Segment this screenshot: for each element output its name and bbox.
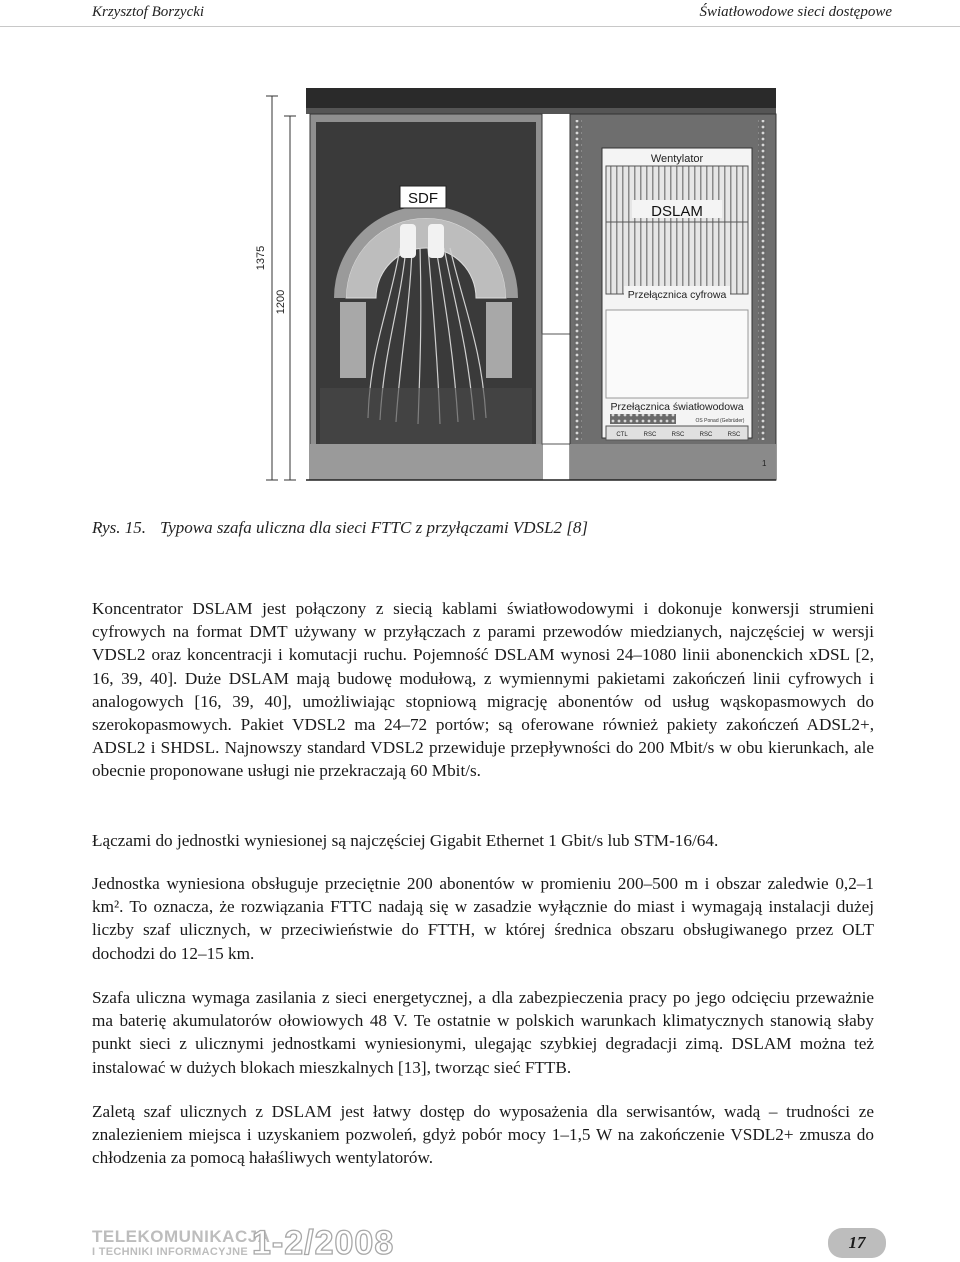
- dimension-lines: [266, 96, 296, 480]
- port-label: RSC: [671, 432, 685, 438]
- paragraph: Szafa uliczna wymaga zasilania z sieci energetycznej, a dla zabezpieczenia pracy po jego odcięciu przeważnie ma baterię akumulatorów ołowiowych 48 V. Te ostatnie w polskich warunkach klimatycznych stanowią słaby punkt sieci z ulicznymi jednostkami wyniesionymi, ulegając szybkiej degradacji zimą. DSLAM można też instalować w dużych blokach mieszkalnych [13], tworząc sieć FTTB.: [92, 988, 874, 1077]
- port-label: RSC: [727, 432, 741, 438]
- dimension-inner: 1200: [275, 289, 287, 315]
- paragraph: Łączami do jednostki wyniesionej są najczęściej Gigabit Ethernet 1 Gbit/s lub STM-16/64.: [92, 831, 719, 850]
- sentence: To oznacza, że rozwiązania FTTC nadają się w zasadzie wyłącznie do miast i wymagają instalacji dużej liczby szaf ulicznych, w przeciwieństwie do FTTH, w której średnica obszaru obsługiwanego przez OLT dochodzi do 12–15 km.: [92, 897, 874, 963]
- digital-switch-label: Przełącznica cyfrowa: [627, 289, 727, 301]
- fiber-small-label: OS Ponad (Gebrüder): [695, 418, 745, 424]
- caption-number: Rys. 15.: [92, 518, 146, 537]
- sdf-label: SDF: [408, 190, 438, 207]
- caption-text: Typowa szafa uliczna dla sieci FTTC z przyłączami VDSL2 [8]: [160, 518, 589, 537]
- figure-mark: 1: [762, 459, 767, 468]
- cabinet-photo: [250, 88, 780, 488]
- header-rule: [0, 26, 960, 27]
- journal-name-line2: I TECHNIKI INFORMACYJNE: [92, 1246, 249, 1258]
- journal-logo: [92, 1228, 270, 1258]
- paragraph: Zaletą szaf ulicznych z DSLAM jest łatwy dostęp do wyposażenia dla serwisantów, wadą – trudności ze znalezieniem miejsca i uzyskaniem pozwoleń, gdyż pobór mocy 1–1,5 W na zakończenie VSDL2+ zmusza do chłodzenia za pomocą hałaśliwych wentylatorów.: [92, 1102, 874, 1168]
- port-row: [606, 426, 748, 440]
- port-label: RSC: [643, 432, 657, 438]
- running-header-title: Światłowodowe sieci dostępowe: [699, 4, 892, 20]
- issue-number: 1-2/2008: [252, 1224, 395, 1262]
- dslam-label: DSLAM: [651, 203, 703, 220]
- journal-name-line1: TELEKOMUNIKACJA: [92, 1227, 271, 1246]
- figure-caption: [92, 518, 588, 538]
- running-header-author: Krzysztof Borzycki: [92, 4, 205, 20]
- fiber-switch-label: Przełącznica światłowodowa: [610, 401, 744, 413]
- page-number: 17: [828, 1228, 886, 1258]
- port-label: RSC: [699, 432, 713, 438]
- dimension-outer: 1375: [255, 245, 267, 271]
- sentence: Jednostka wyniesiona obsługuje przeciętnie 200 abonentów w promieniu 200–500 m i obszar zaledwie 0,2–1 km².: [92, 874, 874, 917]
- port-label: CTL: [616, 432, 628, 438]
- paragraph: Koncentrator DSLAM jest połączony z siecią kablami światłowodowymi i dokonuje konwersji strumieni cyfrowych na format DMT używany w przyłączach z parami przewodów miedzianych, najczęściej w wersji VDSL2 oraz koncentracji i komutacji ruchu. Pojemność DSLAM wynosi 24–1080 linii abonenckich xDSL [2, 16, 39, 40]. Duże DSLAM mają budowę modułową, z wymiennymi pakietami zakończeń linii cyfrowych i analogowych [16, 39, 40], umożliwiając stopniową migrację abonentów od usług wąskopasmowych do szerokopasmowych. Pakiet VDSL2 ma 24–72 portów; są oferowane również pakiety zakończeń ADSL2+, ADSL2 i SHDSL. Najnowszy standard VDSL2 przewiduje przepływności do 200 Mbit/s w obu kierunkach, ale obecnie proponowane usługi nie przekraczają 60 Mbit/s.: [92, 599, 874, 781]
- fan-label: Wentylator: [650, 153, 704, 165]
- cabinet-figure: [250, 88, 780, 488]
- paragraph: [92, 872, 874, 965]
- cabinet-hinge: [542, 334, 570, 444]
